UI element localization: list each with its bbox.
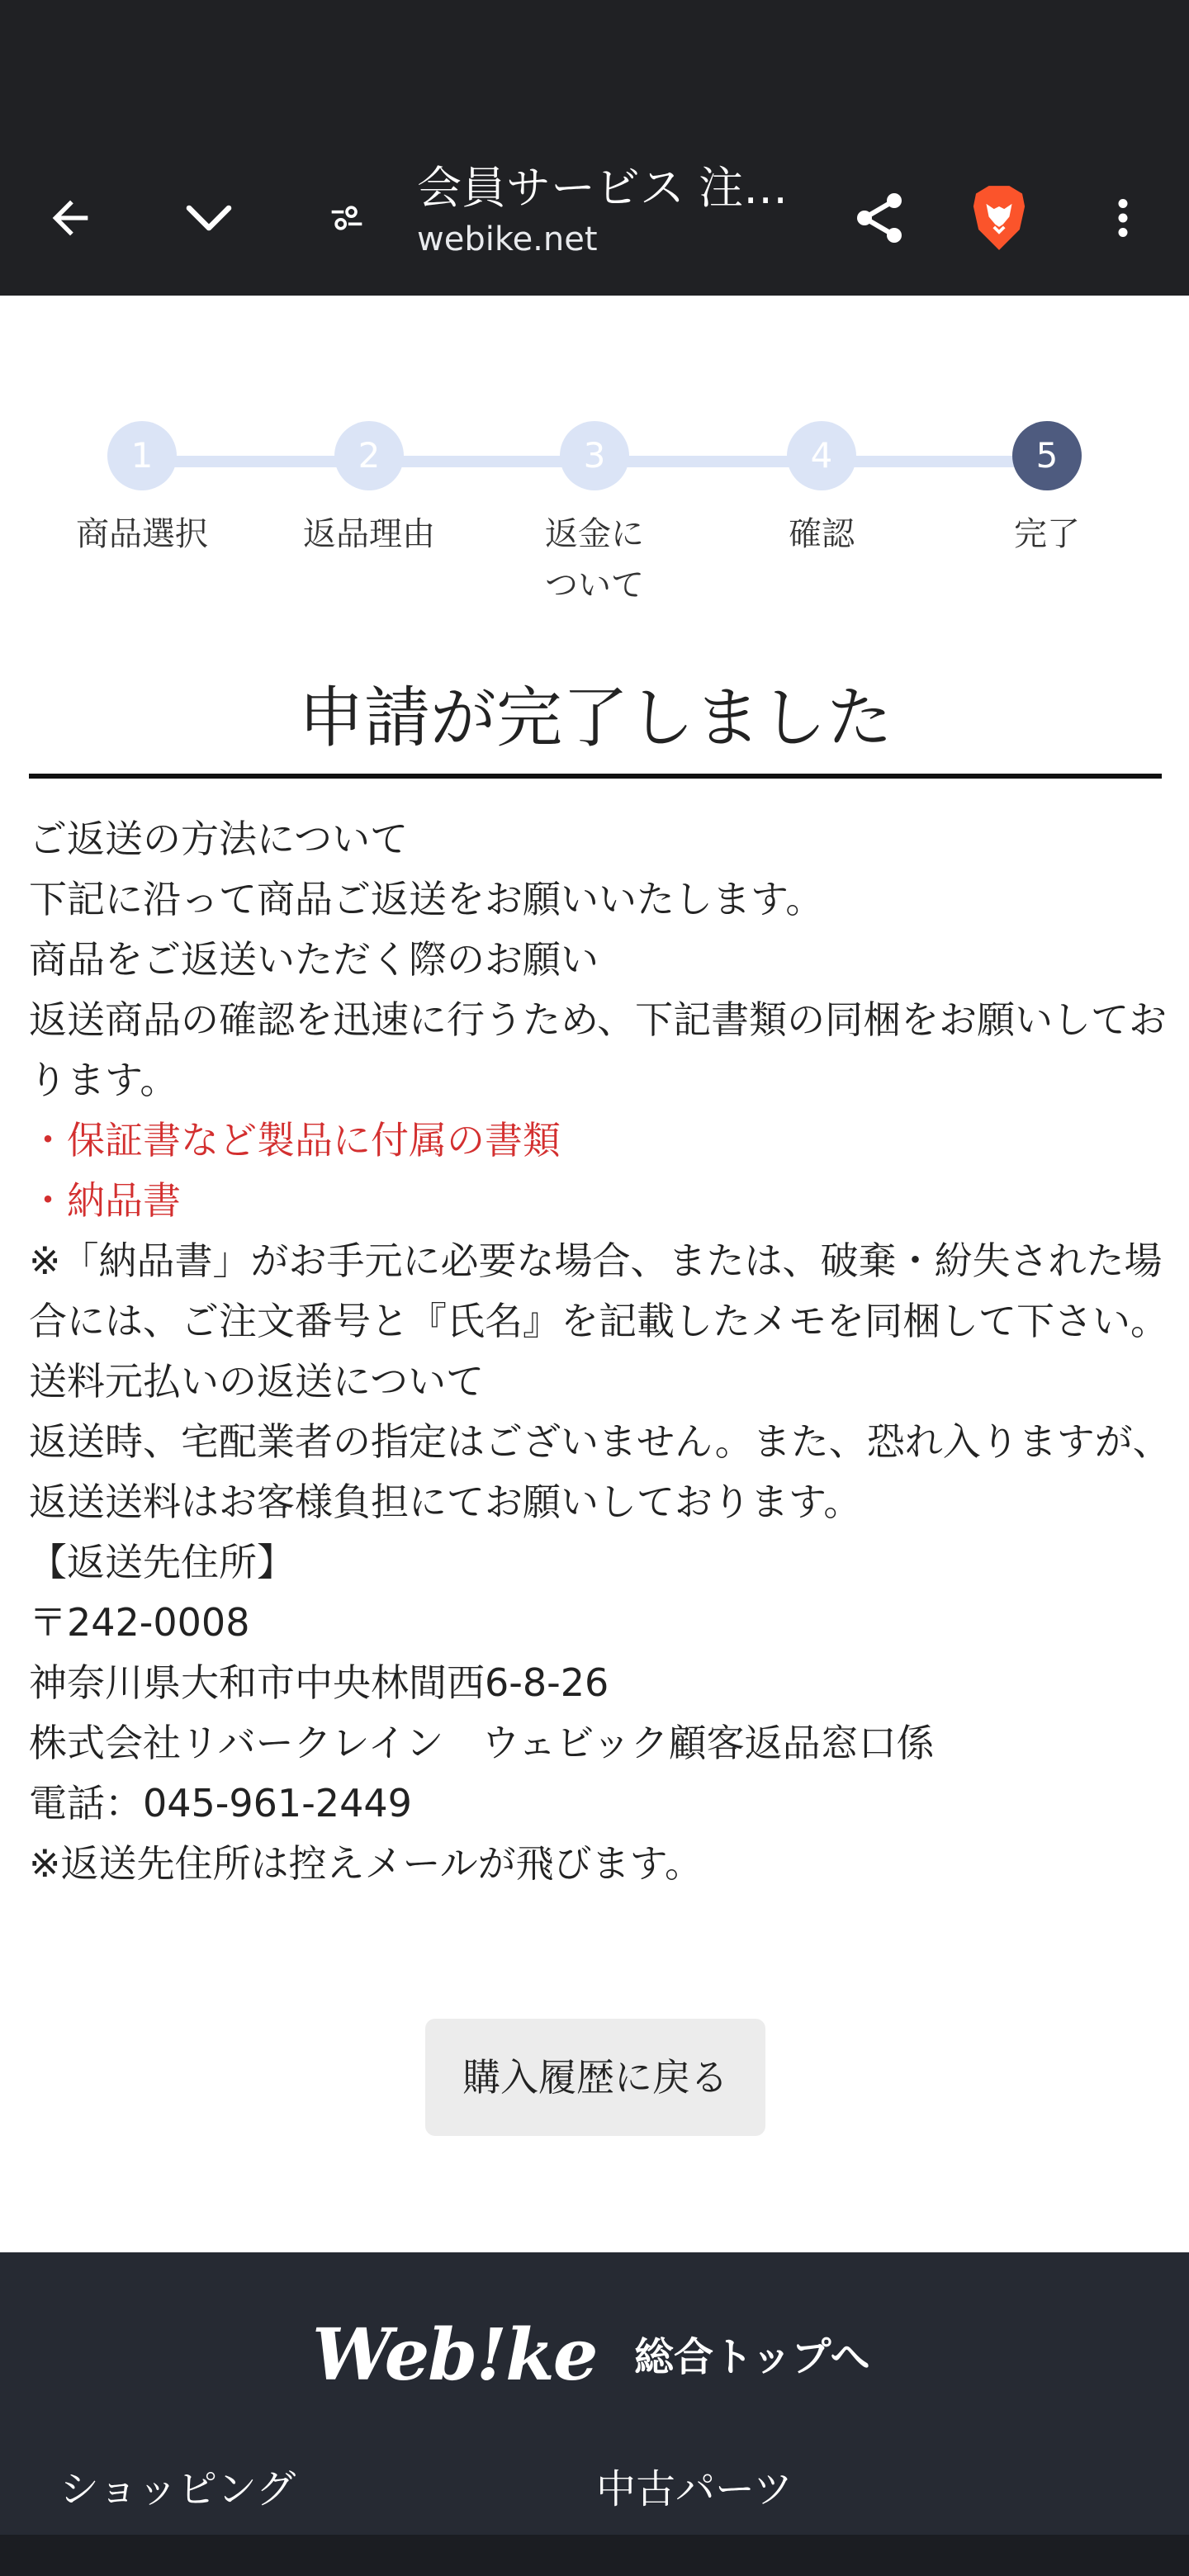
share-button[interactable] [834,140,925,296]
brave-lion-icon [968,183,1030,253]
text-line: ※返送先住所は控えメールが飛びます。 [29,1841,703,1886]
step-4 [739,421,904,560]
back-button[interactable] [25,140,116,296]
status-bar [0,0,1189,140]
bottom-strip [0,2535,1189,2576]
text-line: ※「納品書」がお手元に必要な場合、または、破棄・紛失された場合には、ご注文番号と『氏名』を記載したメモを同梱して下さい。 [29,1238,1168,1343]
back-to-purchase-history-button[interactable]: 購入履歴に戻る [425,2019,765,2136]
step-number: 5 [1012,421,1082,490]
required-document-item: ・保証書など製品に付属の書類 [29,1118,561,1163]
more-menu-button[interactable] [1090,140,1156,296]
step-5 [964,421,1130,560]
return-instructions [29,809,1177,1894]
required-document-item: ・納品書 [29,1178,181,1223]
text-line: 送料元払いの返送について [29,1359,485,1404]
footer-top-link[interactable]: 総合トップへ [634,2334,870,2380]
completion-heading: 申請が完了しました [29,673,1162,779]
step-number: 1 [107,421,177,490]
tabs-dropdown-button[interactable] [161,140,256,296]
page-domain: webike.net [417,220,598,258]
step-label: 返金に ついて [545,515,644,604]
step-label: 返品理由 [303,515,435,553]
step-number: 3 [560,421,629,490]
chevron-down-icon [179,188,239,248]
share-icon [850,188,909,248]
address-heading: 【返送先住所】 [29,1540,295,1584]
step-2 [287,421,452,560]
site-footer [0,2252,1189,2535]
address-line: 神奈川県大和市中央林間西6-8-26 [29,1660,609,1705]
step-label: 確認 [789,515,855,553]
webike-logo[interactable]: Web!ke [312,2313,597,2397]
text-line: 返送商品の確認を迅速に行うため、下記書類の同梱をお願いしております。 [29,997,1168,1102]
text-line: ご返送の方法について [29,817,409,861]
step-1 [59,421,225,560]
back-arrow-icon [44,192,97,244]
progress-stepper [0,421,1189,611]
footer-nav-used-parts[interactable]: 中古パーツ [596,2466,793,2512]
step-label: 商品選択 [76,515,208,553]
address-bar[interactable] [417,159,813,261]
site-settings-button[interactable] [314,140,380,296]
phone-number: 電話：045-961-2449 [29,1781,412,1825]
step-number: 4 [787,421,856,490]
more-vertical-icon [1098,193,1148,243]
tune-icon [329,200,365,236]
page-title: 会員サービス 注… [417,162,789,214]
step-label: 完了 [1014,515,1080,553]
address-recipient: 株式会社リバークレイン ウェビック顧客返品窓口係 [29,1721,935,1765]
step-number: 2 [334,421,404,490]
footer-nav-shopping[interactable]: ショッピング [59,2466,296,2512]
text-line: 商品をご返送いただく際のお願い [29,937,599,982]
text-line: 返送時、宅配業者の指定はございません。また、恐れ入りますが、返送送料はお客様負担にてお願いしております。 [29,1419,1171,1524]
postal-code: 〒242-0008 [29,1600,250,1645]
text-line: 下記に沿って商品ご返送をお願いいたします。 [29,877,824,921]
browser-toolbar [0,140,1189,296]
brave-shields-button[interactable] [958,140,1040,296]
step-3 [512,421,677,611]
